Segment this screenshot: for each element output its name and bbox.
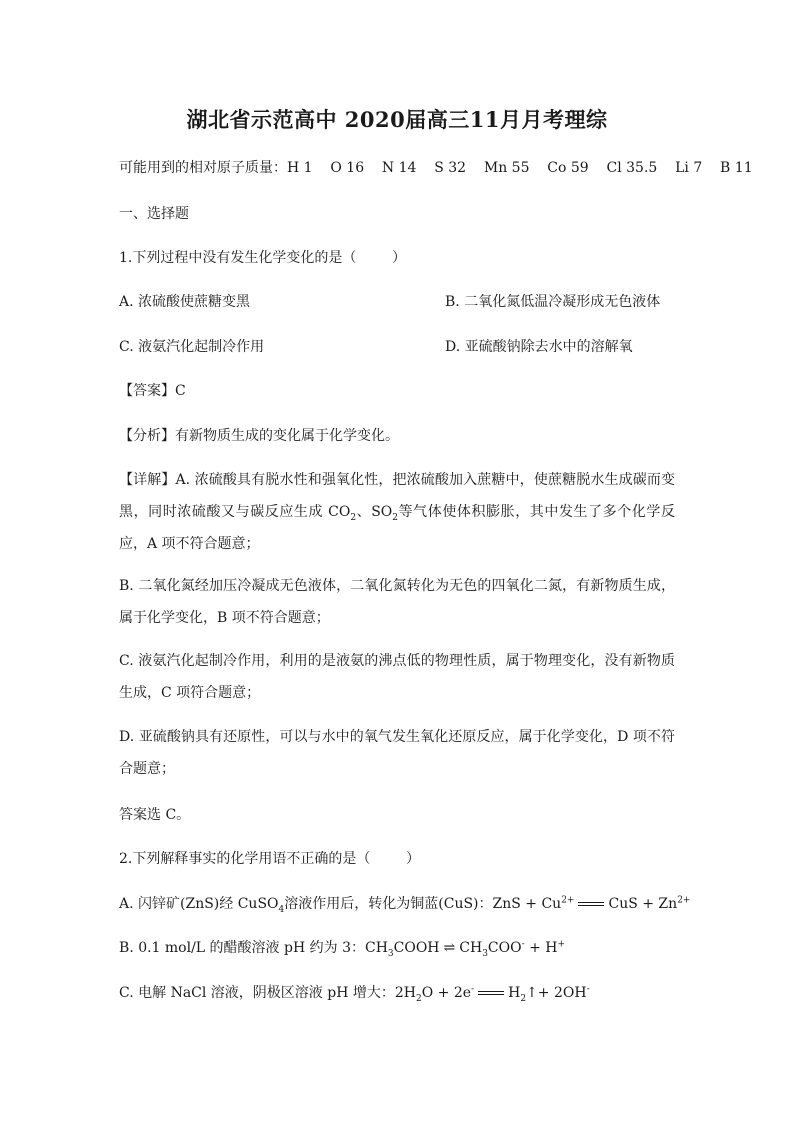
q2-b-sub: 3 <box>387 948 394 959</box>
detail-a-text-1: 【详解】A. 浓硫酸具有脱水性和强氧化性，把浓硫酸加入蔗糖中，使蔗糖脱水生成碳而变黑，同时浓硫酸又与碳反应生成 CO <box>119 472 675 520</box>
q1-detail-a <box>119 464 675 560</box>
q2-b-products3: + H <box>524 940 558 956</box>
q1-analysis: 【分析】有新物质生成的变化属于化学变化。 <box>119 428 399 444</box>
q2-c-products: H <box>508 985 521 1001</box>
q2-c-text2: O + 2e <box>421 985 472 1001</box>
co2-subscript: 2 <box>350 512 357 523</box>
q1-option-b: B. 二氧化氮低温冷凝形成无色液体 <box>445 294 661 310</box>
q2-c-sup1: - <box>471 984 475 995</box>
q2-a-sup1: 2+ <box>561 895 575 906</box>
page-title: 湖北省示范高中 2020届高三11月月考理综 <box>186 107 608 132</box>
q2-c-text: C. 电解 NaCl 溶液，阴极区溶液 pH 增大：2H <box>119 985 416 1001</box>
q1-detail-c: C. 液氨汽化起制冷作用，利用的是液氨的沸点低的物理性质，属于物理变化，没有新物质生成，C 项符合题意； <box>119 653 675 701</box>
q2-c-sup2: - <box>586 984 590 995</box>
q2-option-b <box>119 938 565 958</box>
q1-stem: 1.下列过程中没有发生化学变化的是（ ） <box>119 250 406 266</box>
atomic-mass-line: 可能用到的相对原子质量：H 1 O 16 N 14 S 32 Mn 55 Co 59 Cl 35.5 Li 7 B 11 <box>119 160 753 176</box>
q2-a-sub: 4 <box>278 904 285 915</box>
q1-detail-d: D. 亚硫酸钠具有还原性，可以与水中的氧气发生氧化还原反应，属于化学变化，D 项不符合题意； <box>119 729 675 777</box>
q2-a-products: CuS + Zn <box>608 896 678 912</box>
q2-option-c <box>119 983 590 1003</box>
q2-b-sup1: - <box>521 939 525 950</box>
q2-a-text: A. 闪锌矿(ZnS)经 CuSO <box>119 896 279 912</box>
equals-arrow-icon <box>578 902 604 906</box>
q2-c-sub2: 2 <box>520 993 527 1004</box>
q1-option-c: C. 液氨汽化起制冷作用 <box>119 339 265 355</box>
detail-a-text-2: 、SO <box>356 504 393 520</box>
detail-a-text-3: 等气体使体积膨胀，其中发生了多个化学反应，A 项不符合题意； <box>119 504 675 552</box>
q2-b-sup2: + <box>557 939 566 950</box>
q1-option-d: D. 亚硫酸钠除去水中的溶解氧 <box>445 339 633 355</box>
q2-b-text: B. 0.1 mol/L 的醋酸溶液 pH 约为 3：CH <box>119 940 388 956</box>
equals-arrow-icon <box>478 991 504 995</box>
q2-c-sub: 2 <box>416 993 422 1004</box>
q1-conclusion: 答案选 C。 <box>119 807 191 823</box>
section-heading: 一、选择题 <box>119 206 189 222</box>
q2-b-products2: COO <box>487 940 522 956</box>
q2-a-text2: 溶液作用后，转化为铜蓝(CuS)：ZnS + Cu <box>284 896 562 912</box>
q2-b-sub2: 3 <box>482 948 488 959</box>
q1-detail-b: B. 二氧化氮经加压冷凝成无色液体，二氧化氮转化为无色的四氧化二氮，有新物质生成，属于化学变化，B 项不符合题意； <box>119 578 675 626</box>
q2-option-a <box>119 894 690 914</box>
q2-b-text2: COOH <box>393 940 440 956</box>
q2-c-products2: ↑+ 2OH <box>526 985 587 1001</box>
q2-a-sup2: 2+ <box>677 895 691 906</box>
q2-b-products: CH <box>459 940 483 956</box>
q2-stem: 2.下列解释事实的化学用语不正确的是（ ） <box>119 851 420 867</box>
q1-answer: 【答案】C <box>119 383 186 399</box>
reversible-arrow-icon: ⇌ <box>443 940 456 956</box>
so2-subscript: 2 <box>392 512 399 523</box>
q1-option-a: A. 浓硫酸使蔗糖变黑 <box>119 294 251 310</box>
